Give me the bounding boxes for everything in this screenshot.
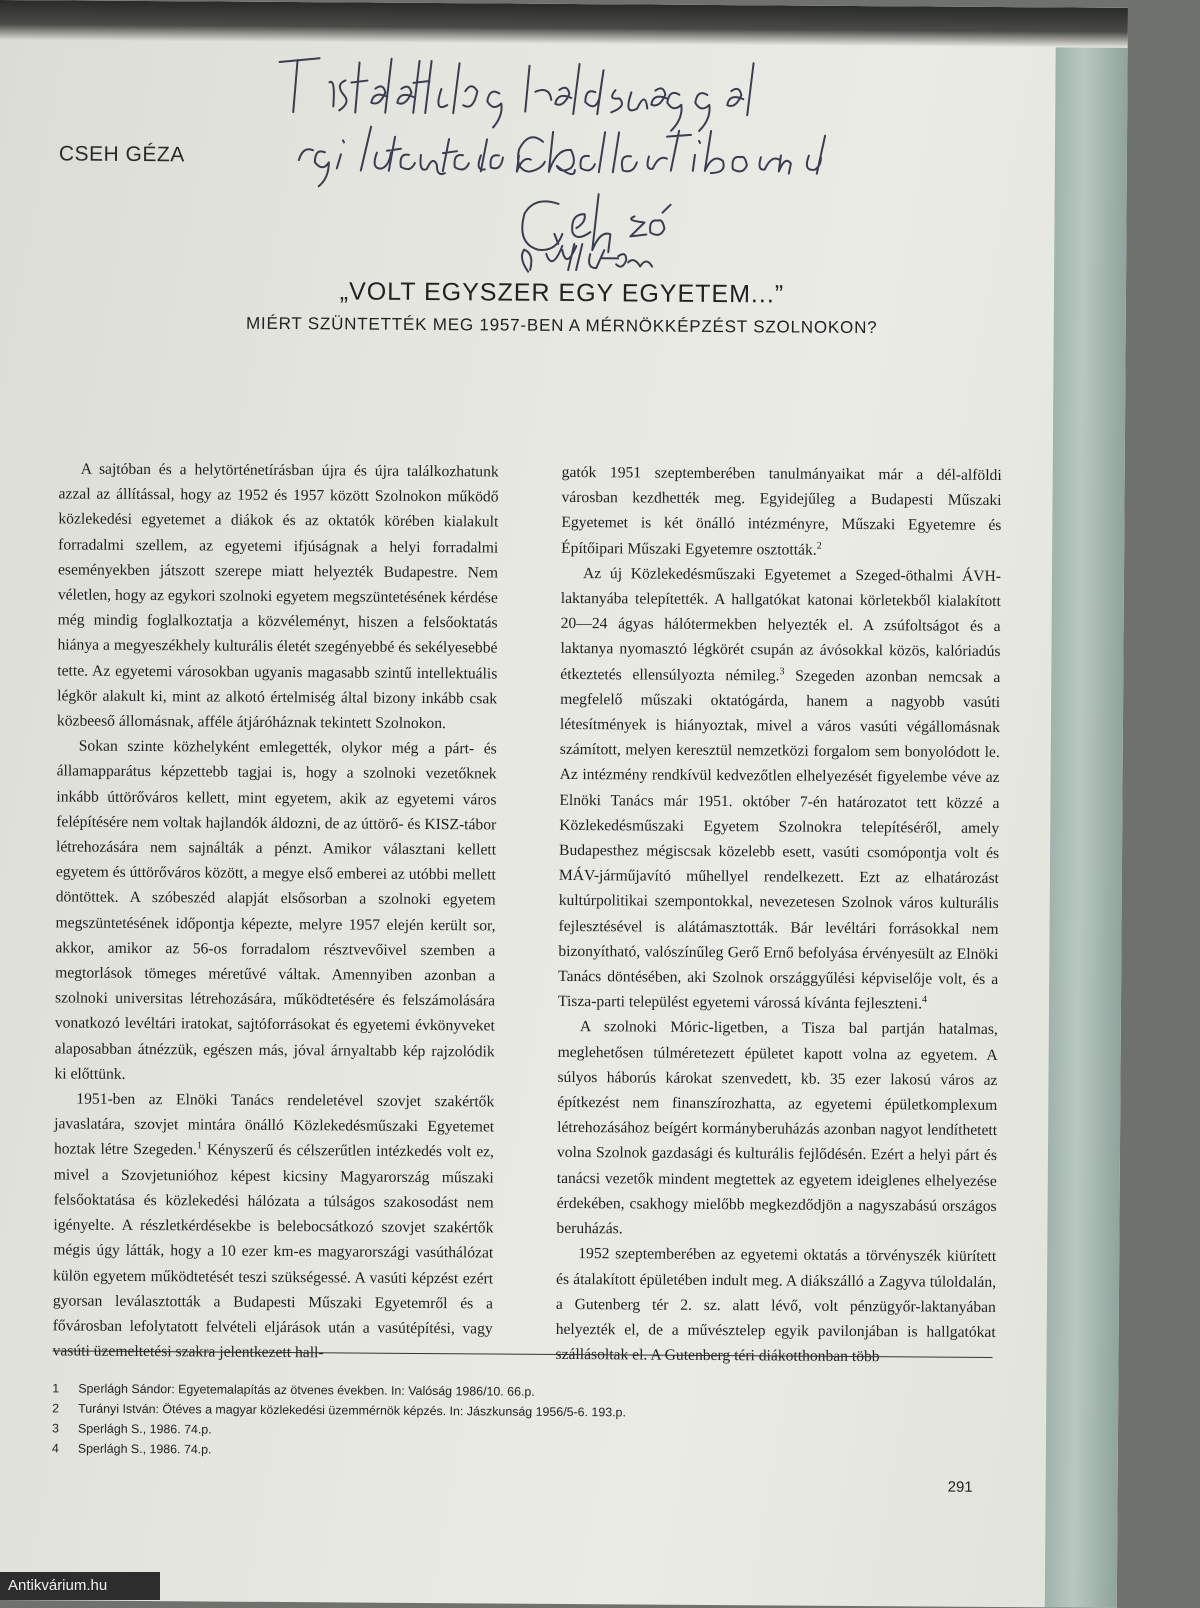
handwritten-dedication <box>258 42 880 286</box>
paragraph <box>561 460 1002 564</box>
footnote-ref: 2 <box>816 540 822 552</box>
footnote-text: Turányi István: Ötéves a magyar közlekedési üzemmérnök képzés. In: Jászkunság 1956/5-6. 193.p. <box>78 1401 626 1420</box>
site-watermark: Antikvárium.hu <box>0 1572 160 1600</box>
footnote-ref: 1 <box>196 1140 202 1152</box>
page-number: 291 <box>947 1478 973 1496</box>
footnote-text: Sperlágh S., 1986. 74.p. <box>77 1421 212 1437</box>
paragraph: A sajtóban és a helytörténetírásban újra és újra találkozhatunk azzal az állítással, hogy az 1952 és 1957 között Szolnokon működő közlekedési egyetemet a diákok és az oktatók körében kialakult forradalmi szellem, az egyetemi ifjúságnak a helyi forradalmi eseményekben játszott szerepe miatt helyezték Budapestre. Nem véletlen, hogy az egykori szolnoki egyetem megszüntetésének kérdése még mindig foglalkoztatja a közvéleményt, hiszen a felsőoktatás hiánya a megyeszékhely kulturális életét szegényebbé és sekélyesebbé tette. Az egyetemi városokban ugyanis magasabb szintű intellektuális légkör alakult ki, mint az alkotó értelmiség által bizony inkább csak közbeeső állomásnak, afféle átjáróháznak tekintett Szolnokon. <box>56 460 499 733</box>
footnote-ref: 4 <box>922 994 928 1006</box>
author-name: CSEH GÉZA <box>58 142 185 167</box>
footnote-number: 3 <box>51 1421 59 1436</box>
paragraph-text: Az új Közlekedésműszaki Egyetemet a Szeged-öthalmi ÁVH-laktanyába telepítették. A hallgatókat katonai körletekből kialakított 20—24 ágyas hálótermekben helyezték el. A zsúfoltságot és a laktanya nyomasztó légkörét csupán az ávósokkal közös, kalóriadús étkeztetés ellensúlyozta némileg. <box>560 564 1002 685</box>
paragraph <box>558 561 1001 1018</box>
footnote-text: Sperlágh S., 1986. 74.p. <box>77 1441 212 1457</box>
footnote-number: 2 <box>52 1401 60 1416</box>
paragraph-text: gatók 1951 szeptemberében tanulmányaikat már a dél-alföldi városban kezdhették meg. Egyidejűleg a Budapesti Műszaki Egyetemet is két önálló intézményre, Műszaki Egyetemre és Építőipari Műszaki Egyetemre osztották. <box>561 463 1002 559</box>
text-column-left <box>52 456 498 1366</box>
article-subtitle: MIÉRT SZÜNTETTÉK MEG 1957-BEN A MÉRNÖKKÉPZÉST SZOLNOKON? <box>245 313 878 338</box>
footnote-number: 4 <box>51 1441 59 1456</box>
text-column-right <box>555 460 1001 1370</box>
footnote-text: Sperlágh Sándor: Egyetemalapítás az ötvenes években. In: Valóság 1986/10. 66.p. <box>78 1381 535 1399</box>
paragraph: A szolnoki Móric-ligetben, a Tisza bal partján hatalmas, meglehetősen túlméretezett épületet kapott volna az egyetem. A súlyos háborús károkat szenvedett, kb. 35 ezer lakosú város az építkezést nem finanszírozhatta, az egyetemi épületkomplexum létrehozásához beígért kormányberuházás azonban nagyot lendíthetett volna Szolnok gazdasági és kulturális fejlődésén. Ezért a helyi párt és tanácsi vezetők mindent megtettek az egyetem ideiglenes elhelyezése érdekében, csakhogy mielőbb megkezdődjön a nagyszabású országos beruházás. <box>556 1018 998 1238</box>
footnotes <box>52 1378 873 1464</box>
paragraph-text: Kényszerű és célszerűtlen intézkedés volt ez, mivel a Szovjetunióhoz képest kicsiny Magyarország műszaki felsőoktatása és közlekedési hálózata a túlságos szakosodást nem igényelte. A részletkérdésekbe is belebocsátkozó szovjet szakértők mégis úgy látták, hogy a 10 ezer km-es magyarországi vasúthálózat külön egyetem működtetését teszi szükségessé. A vasúti képzést ezért gyorsan leválasztották a Budapesti Műszaki Egyetemről és a fővárosban lefolytatott felvételi eljárások után a vasútépítési, vagy vasúti üzemeltetési szakra jelentkezett hall- <box>52 1141 495 1362</box>
paragraph-text: 1951-ben az Elnöki Tanács rendeletével szovjet szakértők javaslatára, szovjet mintára önálló Közlekedésműszaki Egyetemet hoztak létre Szegeden. <box>53 1090 495 1159</box>
paragraph-text: Szegeden azonban nemcsak a megfelelő műszaki oktatógárda, hanem a nagyobb vasúti létesítmények is hiányoztak, mivel a város vasúti végállomásnak számított, melyen keresztül nemzetközi forgalom sem bonyolódott le. Az intézmény rendkívül kedvezőtlen elhelyezését figyelembe véve az Elnöki Tanács már 1951. október 7-én határozatot tett közzé a Közlekedésműszaki Egyetem Szolnokra telepítéséről, amely Budapesthez mégiscsak közelebb esett, vasúti csomópontja volt és MÁV-járműjavító műhellyel rendelkezett. Ezt az elhatározást kultúrpolitikai szempontokkal, nevezetesen Szolnok város kulturális fejlesztésével is alátámasztották. Bár levéltári forrásokkal nem bizonyítható, valószínűleg Gerő Ernő befolyása érvényesült az Elnöki Tanács döntésében, aki Szolnok országgyűlési képviselője volt, és a Tisza-parti települést egyetemi várossá kívánta fejleszteni. <box>557 667 1001 1013</box>
article-title: „VOLT EGYSZER EGY EGYETEM...” <box>339 277 785 309</box>
footnote-number: 1 <box>52 1381 60 1396</box>
paragraph: Sokan szinte közhelyként emlegették, olykor még a párt- és államapparátus képzettebb tagjai is, hogy a szolnoki vezetőknek inkább úttörőváros kellett, mint egyetem, akik az egyetemi város felépítésére nem voltak hajlandók áldozni, de az úttörő- és KISZ-tábor létrehozására nem sajnálták a pénzt. Amikor választani kellett egyetem és úttörőváros között, a megye első emberei az utóbbi mellett döntöttek. A szóbeszéd alapját elsősorban a szolnoki egyetem megszüntetésének időpontja képezte, melyre 1957 elején került sor, akkor, amikor az 56-os forradalom résztvevőivel szemben a megtorlások tömeges méretűvé váltak. Amennyiben azonban a szolnoki universitas létrehozására, működtetésére és felszámolására vonatkozó levéltári iratokat, sajtóforrásokat és egyetemi évkönyveket alaposabban átnézzük, egészen más, jóval árnyaltabb kép rajzolódik ki előttünk. <box>54 737 497 1083</box>
paragraph: 1952 szeptemberében az egyetemi oktatás a törvényszék kiürített és átalakított épületében indult meg. A diákszálló a Zagyva túloldalán, a Gutenberg tér 2. sz. alatt lévő, volt pénzügyőr-laktanyában helyezték el, de a művésztelep egyik pavilonjában is hallgatókat szállásoltak el. A Gutenberg téri diákotthonban több <box>555 1245 997 1366</box>
footnote-ref: 3 <box>779 665 785 677</box>
top-shadow <box>0 0 1128 48</box>
paragraph <box>52 1086 494 1366</box>
